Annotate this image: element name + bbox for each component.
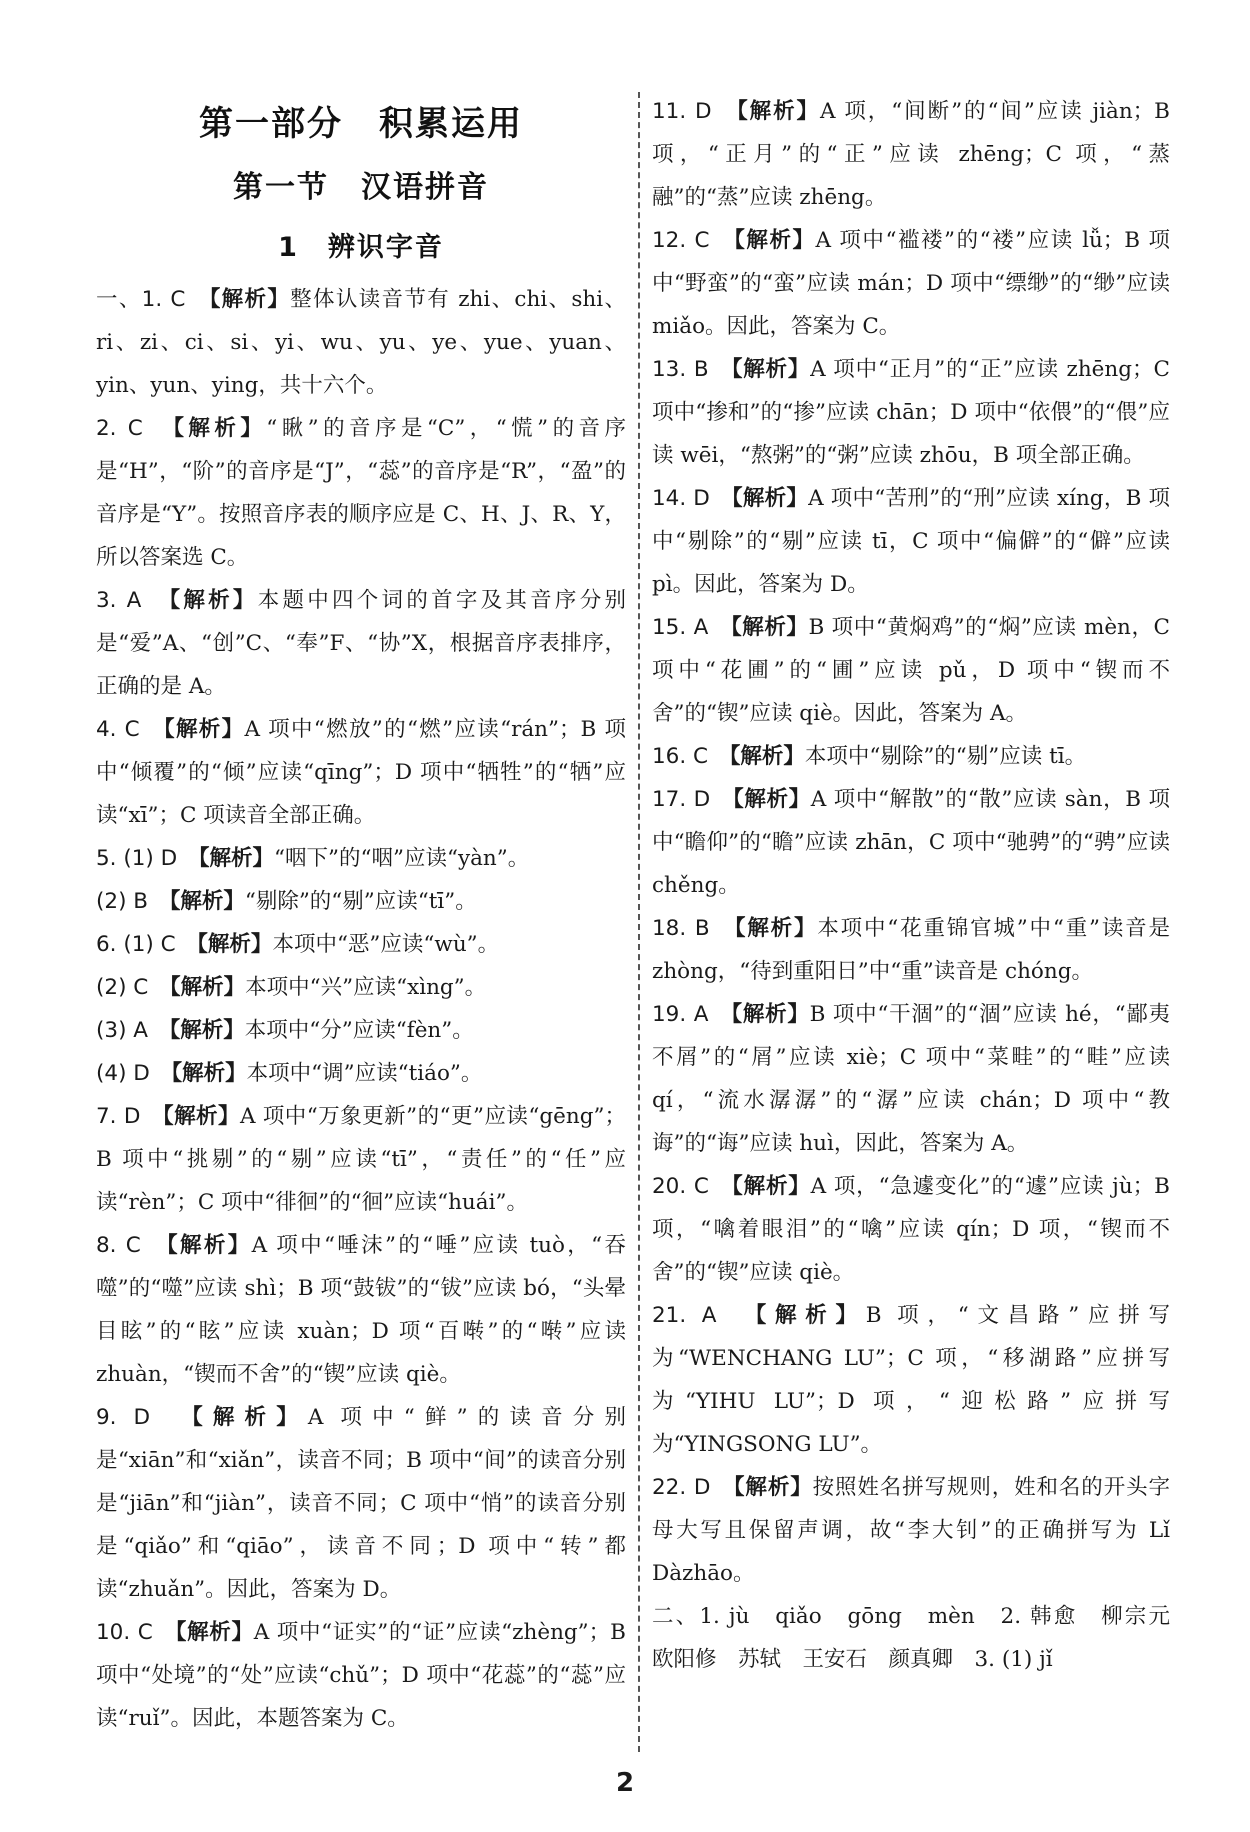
answer-item (96, 966, 626, 1009)
answer-item (96, 1396, 626, 1611)
right-answer-list (652, 90, 1170, 1595)
answer-number: 12. C (652, 228, 710, 253)
answer-item (96, 1224, 626, 1396)
answer-number: 2. C (96, 416, 143, 441)
answer-number: 4. C (96, 717, 140, 742)
answer-item (96, 1611, 626, 1740)
answer-number: 15. A (652, 615, 709, 640)
jiexi-label: 【解析】 (169, 975, 246, 1000)
answer-number: 20. C (652, 1174, 709, 1199)
answer-explanation: A 项中“鲜”的读音分别是“xiān”和“xiǎn”，读音不同；B 项中“间”的读音分别是“jiān”和“jiàn”，读音不同；C 项中“悄”的读音分别是“qiǎo”和“qiāo”，读音不同；D 项中“转”都读“zhuǎn”。因此，答案为 D。 (96, 1405, 626, 1602)
answer-item (652, 90, 1170, 219)
answer-explanation: B 项中“干涸”的“涸”应读 hé，“鄙夷不屑”的“屑”应读 xiè；C 项中“菜畦”的“畦”应读 qí，“流水潺潺”的“潺”应读 chán；D 项中“教诲”的“诲”应读 huì，因此，答案为 A。 (652, 1002, 1171, 1156)
section-heading: 第一节 汉语拼音 (233, 170, 489, 205)
answer-explanation: “瞅”的音序是“C”，“慌”的音序是“H”，“阶”的音序是“J”，“蕊”的音序是“R”，“盈”的音序是“Y”。按照音序表的顺序应是 C、H、J、R、Y，所以答案选 C。 (96, 416, 626, 570)
answer-explanation: 本项中“剔除”的“剔”应读 tī。 (804, 744, 1087, 769)
answer-item (96, 278, 626, 407)
answer-number: 8. C (96, 1233, 141, 1258)
answer-item (96, 923, 626, 966)
answer-number: 17. D (652, 787, 711, 812)
answer-number: 19. A (652, 1002, 709, 1027)
answer-explanation: 本项中“兴”应读“xìng”。 (245, 975, 487, 1000)
jiexi-label: 【解析】 (198, 846, 274, 871)
answer-explanation: 本题中四个词的首字及其音序分别是“爱”A、“创”C、“奉”F、“协”X，根据音序表排序，正确的是 A。 (96, 588, 626, 699)
answer-explanation: A 项中“褴褛”的“褛”应读 lǚ；B 项中“野蛮”的“蛮”应读 mán；D 项中“缥缈”的“缈”应读 miǎo。因此，答案为 C。 (652, 228, 1170, 339)
answer-explanation: 本项中“调”应读“tiáo”。 (246, 1061, 483, 1086)
page-number: 2 (615, 1768, 635, 1798)
answer-explanation: A 项中“万象更新”的“更”应读“gēng”；B 项中“挑剔”的“剔”应读“tī”，“责任”的“任”应读“rèn”；C 项中“徘徊”的“徊”应读“huái”。 (96, 1104, 626, 1215)
answer-number: (2) B (96, 889, 149, 914)
answer-item (652, 477, 1170, 606)
jiexi-label: 【解析】 (733, 1475, 813, 1500)
answer-number: 21. A (652, 1303, 717, 1328)
jiexi-label: 【解析】 (755, 1303, 866, 1328)
answer-explanation: A 项中“解散”的“散”应读 sàn，B 项中“瞻仰”的“瞻”应读 zhān，C 项中“驰骋”的“骋”应读 chěng。 (652, 787, 1170, 898)
answer-number: 14. D (652, 486, 710, 511)
answer-number: 18. B (652, 916, 710, 941)
answer-explanation: “咽下”的“咽”应读“yàn”。 (273, 846, 530, 871)
answer-item (652, 907, 1170, 993)
section-two-answers (652, 1595, 1192, 1681)
jiexi-label: 【解析】 (169, 889, 245, 914)
answer-number: 9. D (96, 1405, 151, 1430)
answer-number: 6. (1) C (96, 932, 176, 957)
answer-explanation: A 项中“唾沫”的“唾”应读 tuò，“吞噬”的“噬”应读 shì；B 项“鼓钹”的“钹”应读 bó，“头晕目眩”的“眩”应读 xuàn；D 项“百啭”的“啭”应读 zhuàn，“锲而不舍”的“锲”应读 qiè。 (96, 1233, 626, 1387)
answer-item (96, 880, 626, 923)
answer-number: 22. D (652, 1475, 711, 1500)
answer-item (652, 735, 1170, 778)
answer-explanation: A 项中“证实”的“证”应读“zhèng”；B 项中“处境”的“处”应读“chǔ”；D 项中“花蕊”的“蕊”应读“ruǐ”。因此，本题答案为 C。 (96, 1620, 626, 1731)
answer-explanation: A 项中“正月”的“正”应读 zhēng；C 项中“掺和”的“掺”应读 chān；D 项中“依偎”的“偎”应读 wēi，“熬粥”的“粥”应读 zhōu，B 项全部正确。 (652, 357, 1170, 468)
jiexi-label: 【解析】 (175, 1620, 254, 1645)
answer-explanation: 按照姓名拼写规则，姓和名的开头字母大写且保留声调，故“李大钊”的正确拼写为 Lǐ Dàzhāo。 (652, 1475, 1170, 1586)
jiexi-label: 【解析】 (166, 1233, 252, 1258)
answer-item (652, 606, 1170, 735)
answer-item (652, 778, 1170, 907)
answer-explanation: A 项，“急遽变化”的“遽”应读 jù；B 项，“噙着眼泪”的“噙”应读 qín；D 项，“锲而不舍”的“锲”应读 qiè。 (652, 1174, 1170, 1285)
answer-number: 3. A (96, 588, 142, 613)
answer-number: (4) D (96, 1061, 150, 1086)
answer-explanation: A 项，“间断”的“间”应读 jiàn；B 项，“正月”的“正”应读 zhēng；C 项，“蒸融”的“蒸”应读 zhēng。 (652, 99, 1170, 210)
answer-explanation: “剔除”的“剔”应读“tī”。 (244, 889, 477, 914)
column-divider (638, 92, 640, 1752)
answer-item (96, 837, 626, 880)
answer-item (96, 1009, 626, 1052)
jiexi-label: 【解析】 (197, 932, 273, 957)
left-answer-list (96, 278, 626, 1740)
jiexi-label: 【解析】 (173, 416, 267, 441)
answer-item (96, 579, 626, 708)
answer-explanation: B 项中“黄焖鸡”的“焖”应读 mèn，C 项中“花圃”的“圃”应读 pǔ，D 项中“锲而不舍”的“锲”应读 qiè。因此，答案为 A。 (652, 615, 1170, 726)
jiexi-label: 【解析】 (731, 357, 811, 382)
jiexi-label: 【解析】 (162, 1104, 240, 1129)
answer-item (652, 1466, 1170, 1595)
jiexi-label: 【解析】 (730, 615, 809, 640)
answer-explanation: A 项中“苦刑”的“刑”应读 xíng，B 项中“剔除”的“剔”应读 tī，C 项中“偏僻”的“僻”应读 pì。因此，答案为 D。 (652, 486, 1170, 597)
answer-explanation: 整体认读音节有 zhi、chi、shi、ri、zi、ci、si、yi、wu、yu、ye、yue、yuan、yin、yun、ying，共十六个。 (96, 287, 626, 398)
answer-item (96, 407, 626, 579)
answer-explanation: 本项中“花重锦官城”中“重”读音是 zhòng，“待到重阳日”中“重”读音是 chóng。 (652, 916, 1170, 984)
answer-number: 一、1. C (96, 287, 186, 312)
answer-item (652, 348, 1170, 477)
answer-item (96, 1095, 626, 1224)
answer-explanation: A 项中“燃放”的“燃”应读“rán”；B 项中“倾覆”的“倾”应读“qīng”；D 项中“牺牲”的“牺”应读“xī”；C 项读音全部正确。 (96, 717, 626, 828)
jiexi-label: 【解析】 (731, 486, 809, 511)
answer-explanation: 本项中“恶”应读“wù”。 (272, 932, 500, 957)
jiexi-label: 【解析】 (729, 744, 805, 769)
section-two-text: 二、1. jù qiǎo gōng mèn 2. 韩愈 柳宗元 欧阳修 苏轼 王安石 颜真卿 3. (1) jǐ (652, 1604, 1192, 1672)
jiexi-label: 【解析】 (731, 1002, 810, 1027)
right-column (652, 90, 1192, 1681)
answer-item (652, 1294, 1170, 1466)
jiexi-label: 【解析】 (732, 1174, 811, 1199)
answer-number: (2) C (96, 975, 149, 1000)
answer-number: 16. C (652, 744, 709, 769)
answer-item (652, 219, 1170, 348)
answer-item (652, 1165, 1170, 1294)
jiexi-label: 【解析】 (163, 717, 245, 742)
answer-item (96, 708, 626, 837)
lesson-heading: 1 辨识字音 (278, 232, 444, 263)
part-heading: 第一部分 积累运用 (199, 104, 523, 144)
jiexi-label: 【解析】 (209, 287, 291, 312)
jiexi-label: 【解析】 (736, 99, 821, 124)
answer-number: 10. C (96, 1620, 153, 1645)
answer-item (652, 993, 1170, 1165)
jiexi-label: 【解析】 (169, 588, 258, 613)
answer-number: 7. D (96, 1104, 141, 1129)
jiexi-label: 【解析】 (732, 787, 811, 812)
left-column (96, 90, 626, 1740)
answer-explanation: 本项中“分”应读“fèn”。 (244, 1018, 474, 1043)
answer-number: 11. D (652, 99, 712, 124)
jiexi-label: 【解析】 (169, 1018, 245, 1043)
answer-explanation: B 项，“文昌路”应拼写为“WENCHANG LU”；C 项，“移湖路”应拼写为“YIHU LU”；D 项，“迎松路”应拼写为“YINGSONG LU”。 (652, 1303, 1170, 1457)
jiexi-label: 【解析】 (171, 1061, 247, 1086)
answer-item (96, 1052, 626, 1095)
jiexi-label: 【解析】 (734, 916, 818, 941)
jiexi-label: 【解析】 (734, 228, 816, 253)
answer-number: 5. (1) D (96, 846, 178, 871)
answer-number: 13. B (652, 357, 709, 382)
answer-number: (3) A (96, 1018, 148, 1043)
jiexi-label: 【解析】 (191, 1405, 308, 1430)
